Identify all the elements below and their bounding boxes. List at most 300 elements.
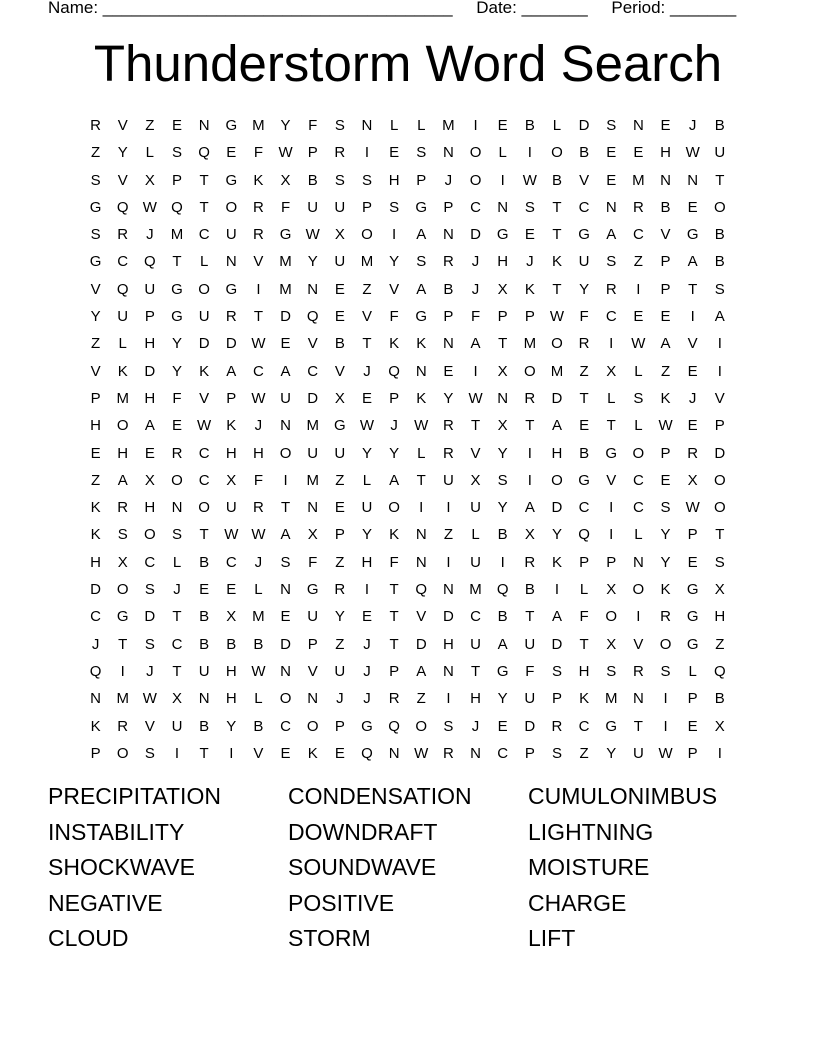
grid-letter: E	[280, 744, 291, 762]
grid-letter: V	[687, 335, 698, 353]
grid-letter: J	[254, 553, 263, 571]
grid-letter: K	[253, 171, 264, 189]
grid-letter: H	[144, 499, 156, 517]
grid-letter: P	[714, 417, 725, 435]
grid-letter: Q	[496, 581, 509, 599]
grid-letter: X	[497, 280, 508, 298]
grid-row	[82, 303, 734, 330]
grid-letter: F	[308, 117, 318, 134]
grid-letter: N	[632, 553, 644, 571]
grid-letter: P	[524, 744, 535, 762]
grid-letter: B	[579, 444, 590, 462]
grid-letter: F	[253, 144, 263, 162]
grid-letter: V	[117, 171, 128, 189]
grid-letter: E	[280, 608, 291, 626]
grid-letter: I	[500, 171, 505, 189]
grid-letter: O	[659, 635, 672, 653]
grid-letter: V	[606, 471, 617, 489]
grid-letter: W	[468, 389, 483, 407]
grid-letter: C	[90, 608, 101, 626]
grid-letter: F	[579, 308, 589, 326]
grid-letter: D	[90, 581, 101, 599]
grid-letter: A	[524, 499, 535, 517]
grid-letter: Y	[226, 717, 237, 735]
grid-letter: S	[171, 144, 182, 162]
word-bank-item: INSTABILITY	[48, 818, 185, 845]
word-bank-item: MOISTURE	[528, 854, 650, 881]
grid-letter: R	[442, 744, 454, 762]
grid-letter: U	[632, 744, 644, 762]
grid-letter: K	[389, 335, 400, 353]
grid-letter: O	[388, 499, 400, 517]
grid-letter: C	[632, 499, 644, 517]
grid-letter: A	[660, 335, 671, 353]
grid-letter: T	[470, 662, 481, 680]
grid-letter: J	[526, 253, 534, 271]
grid-letter: V	[361, 308, 372, 326]
grid-letter: L	[607, 389, 616, 407]
grid-letter: Q	[116, 198, 129, 216]
grid-letter: H	[497, 253, 509, 271]
grid-letter: G	[605, 444, 618, 462]
grid-letter: S	[606, 253, 617, 271]
grid-letter: P	[660, 280, 671, 298]
grid-letter: N	[280, 662, 291, 680]
letter-grid	[82, 112, 734, 767]
grid-letter: E	[334, 308, 345, 326]
grid-letter: T	[525, 608, 535, 626]
grid-letter: E	[633, 144, 644, 162]
grid-letter: P	[144, 308, 155, 326]
grid-letter: R	[252, 226, 264, 244]
grid-letter: S	[714, 280, 725, 298]
grid-letter: Z	[362, 280, 372, 298]
grid-letter: B	[443, 280, 454, 298]
grid-letter: W	[685, 499, 700, 517]
grid-letter: J	[91, 635, 100, 653]
grid-letter: F	[308, 553, 318, 571]
grid-letter: K	[524, 280, 535, 298]
grid-letter: E	[334, 744, 345, 762]
grid-letter: I	[663, 690, 668, 708]
grid-letter: E	[687, 417, 698, 435]
grid-row	[82, 167, 734, 194]
grid-letter: C	[307, 362, 319, 380]
grid-letter: R	[551, 717, 563, 735]
grid-letter: V	[714, 389, 725, 407]
grid-letter: M	[360, 253, 374, 271]
grid-letter: U	[307, 198, 319, 216]
grid-letter: Y	[171, 335, 182, 353]
grid-letter: T	[552, 280, 562, 298]
grid-letter: E	[660, 308, 671, 326]
grid-letter: T	[552, 198, 562, 216]
grid-letter: I	[473, 362, 478, 380]
grid-letter: Z	[335, 471, 345, 489]
grid-letter: Z	[416, 690, 426, 708]
grid-letter: V	[307, 662, 318, 680]
grid-letter: D	[524, 717, 536, 735]
grid-letter: G	[116, 608, 129, 626]
grid-letter: M	[442, 117, 455, 134]
grid-letter: T	[199, 744, 209, 762]
grid-letter: L	[362, 471, 372, 489]
grid-letter: I	[256, 280, 261, 298]
grid-letter: Y	[280, 117, 291, 134]
grid-letter: B	[497, 526, 508, 544]
grid-row	[82, 494, 734, 521]
grid-letter: X	[606, 362, 617, 380]
grid-letter: W	[359, 417, 375, 435]
grid-letter: O	[632, 444, 645, 462]
grid-letter: X	[171, 690, 182, 708]
grid-letter: L	[417, 117, 426, 134]
grid-letter: M	[279, 280, 292, 298]
grid-letter: B	[660, 198, 671, 216]
grid-letter: R	[252, 499, 264, 517]
grid-letter: L	[172, 553, 182, 571]
grid-letter: I	[229, 744, 234, 762]
grid-letter: C	[225, 553, 237, 571]
grid-letter: H	[388, 171, 400, 189]
grid-letter: F	[470, 308, 481, 326]
grid-letter: G	[279, 226, 292, 244]
grid-letter: G	[171, 280, 183, 298]
grid-letter: J	[336, 690, 344, 708]
grid-letter: T	[498, 335, 508, 353]
grid-letter: U	[171, 717, 183, 735]
grid-letter: R	[334, 144, 346, 162]
grid-letter: D	[578, 117, 590, 134]
grid-letter: D	[280, 635, 291, 653]
grid-letter: H	[361, 553, 373, 571]
grid-letter: R	[524, 553, 536, 571]
grid-letter: L	[471, 526, 480, 544]
grid-letter: L	[199, 253, 209, 271]
grid-letter: S	[144, 744, 155, 762]
grid-letter: P	[660, 253, 671, 271]
grid-letter: N	[442, 581, 454, 599]
grid-letter: E	[280, 335, 291, 353]
grid-letter: M	[604, 690, 618, 708]
grid-letter: Q	[198, 144, 210, 162]
grid-letter: C	[578, 717, 590, 735]
grid-letter: C	[198, 471, 210, 489]
grid-letter: B	[199, 635, 210, 653]
grid-letter: G	[415, 308, 428, 326]
student-info-line	[48, 0, 736, 18]
grid-letter: L	[145, 144, 155, 162]
grid-letter: E	[606, 171, 617, 189]
grid-letter: F	[579, 608, 589, 626]
grid-letter: O	[415, 717, 428, 735]
grid-letter: O	[469, 171, 482, 189]
grid-letter: Z	[90, 144, 101, 162]
grid-letter: N	[632, 117, 644, 134]
grid-letter: T	[633, 717, 643, 735]
grid-letter: Q	[361, 744, 373, 762]
grid-letter: Q	[89, 662, 102, 680]
grid-letter: G	[225, 117, 238, 134]
grid-letter: E	[361, 389, 372, 407]
grid-letter: K	[551, 553, 562, 571]
grid-letter: M	[279, 253, 292, 271]
grid-letter: R	[90, 117, 101, 134]
grid-letter: I	[500, 553, 505, 571]
word-bank-item: LIFT	[528, 925, 576, 952]
grid-letter: B	[524, 581, 535, 599]
grid-letter: X	[606, 635, 617, 653]
grid-letter: D	[551, 499, 563, 517]
grid-letter: D	[415, 635, 427, 653]
header-fields-text: Name: _____________________________________ Date: _______ Period: _______	[48, 0, 737, 17]
grid-row	[82, 631, 734, 658]
grid-letter: P	[606, 553, 617, 571]
grid-letter: N	[442, 335, 454, 353]
grid-letter: I	[636, 280, 641, 298]
grid-letter: I	[446, 553, 451, 571]
grid-letter: Q	[306, 308, 319, 326]
grid-letter: B	[714, 253, 725, 271]
grid-letter: J	[254, 417, 263, 435]
grid-letter: J	[444, 171, 453, 189]
grid-letter: F	[389, 553, 399, 571]
grid-row	[82, 412, 734, 439]
grid-letter: P	[334, 526, 345, 544]
grid-letter: T	[118, 635, 128, 653]
grid-letter: L	[634, 362, 643, 380]
grid-letter: F	[253, 471, 263, 489]
grid-letter: M	[632, 171, 645, 189]
grid-letter: K	[226, 417, 237, 435]
grid-letter: M	[116, 389, 129, 407]
grid-letter: W	[251, 335, 266, 353]
grid-letter: A	[226, 362, 237, 380]
grid-row	[82, 576, 734, 603]
grid-letter: W	[522, 171, 537, 189]
grid-letter: H	[225, 444, 237, 462]
grid-letter: L	[389, 117, 399, 134]
grid-letter: P	[416, 171, 427, 189]
grid-letter: G	[361, 717, 373, 735]
grid-letter: J	[363, 362, 371, 380]
grid-letter: Z	[579, 362, 589, 380]
grid-row	[82, 685, 734, 712]
grid-letter: P	[226, 389, 237, 407]
grid-letter: Y	[660, 553, 671, 571]
grid-letter: S	[361, 171, 372, 189]
grid-letter: O	[605, 608, 618, 626]
grid-letter: T	[552, 226, 562, 244]
grid-letter: P	[524, 308, 535, 326]
grid-letter: E	[90, 444, 101, 462]
grid-letter: S	[524, 198, 535, 216]
grid-letter: P	[307, 635, 318, 653]
grid-letter: L	[254, 581, 263, 599]
grid-letter: A	[551, 417, 562, 435]
grid-letter: S	[144, 635, 155, 653]
grid-letter: V	[416, 608, 427, 626]
grid-letter: W	[278, 144, 293, 162]
grid-letter: M	[252, 608, 265, 626]
grid-letter: N	[497, 389, 509, 407]
grid-letter: D	[442, 608, 454, 626]
grid-letter: Y	[443, 389, 454, 407]
grid-letter: K	[416, 389, 427, 407]
grid-letter: Q	[388, 362, 400, 380]
grid-letter: U	[361, 499, 373, 517]
grid-letter: Y	[579, 280, 590, 298]
grid-letter: S	[443, 717, 454, 735]
grid-letter: I	[609, 335, 614, 353]
grid-letter: U	[524, 635, 536, 653]
grid-letter: I	[364, 144, 370, 162]
grid-letter: Y	[361, 526, 372, 544]
grid-letter: W	[414, 417, 429, 435]
grid-letter: G	[496, 226, 509, 244]
grid-letter: G	[306, 581, 319, 599]
grid-letter: I	[392, 226, 397, 244]
grid-letter: D	[225, 335, 237, 353]
grid-letter: S	[714, 553, 725, 571]
grid-letter: Z	[335, 553, 345, 571]
grid-letter: T	[525, 417, 535, 435]
grid-letter: T	[389, 635, 399, 653]
grid-letter: Y	[660, 526, 671, 544]
grid-letter: D	[144, 608, 156, 626]
grid-letter: I	[527, 144, 532, 162]
grid-letter: P	[687, 744, 698, 762]
grid-letter: P	[90, 744, 101, 762]
grid-letter: A	[714, 308, 725, 326]
grid-letter: F	[389, 308, 399, 326]
grid-letter: U	[307, 444, 319, 462]
grid-row	[82, 385, 734, 412]
grid-letter: R	[252, 198, 264, 216]
grid-letter: I	[527, 471, 532, 489]
grid-row	[82, 358, 734, 385]
grid-letter: J	[173, 581, 181, 599]
grid-letter: R	[171, 444, 183, 462]
grid-letter: Q	[171, 198, 183, 216]
grid-letter: E	[660, 471, 671, 489]
grid-letter: Z	[633, 253, 643, 271]
grid-letter: Y	[389, 253, 400, 271]
grid-letter: R	[524, 389, 536, 407]
grid-letter: A	[687, 253, 698, 271]
grid-letter: C	[632, 471, 644, 489]
grid-letter: X	[470, 471, 481, 489]
grid-row	[82, 740, 734, 767]
grid-letter: H	[225, 690, 237, 708]
grid-letter: G	[415, 198, 428, 216]
grid-letter: J	[363, 662, 371, 680]
grid-letter: V	[334, 362, 345, 380]
grid-letter: G	[578, 471, 590, 489]
grid-letter: F	[172, 389, 182, 407]
grid-letter: G	[225, 171, 238, 189]
grid-letter: T	[715, 171, 725, 189]
grid-letter: N	[632, 690, 644, 708]
grid-letter: R	[442, 444, 454, 462]
word-bank-item: CHARGE	[528, 889, 627, 916]
grid-letter: V	[579, 171, 590, 189]
grid-letter: C	[117, 253, 129, 271]
grid-letter: J	[688, 389, 697, 407]
grid-letter: E	[633, 308, 644, 326]
grid-letter: B	[199, 717, 210, 735]
grid-letter: P	[90, 389, 101, 407]
word-bank-item: NEGATIVE	[48, 889, 163, 916]
grid-letter: E	[171, 417, 182, 435]
grid-letter: X	[280, 171, 291, 189]
grid-letter: G	[334, 417, 346, 435]
grid-letter: W	[305, 226, 320, 244]
grid-row	[82, 467, 734, 494]
grid-letter: G	[578, 226, 590, 244]
grid-letter: U	[225, 499, 237, 517]
grid-letter: N	[687, 171, 699, 189]
grid-letter: T	[172, 608, 182, 626]
grid-letter: V	[117, 117, 128, 134]
grid-letter: O	[279, 444, 292, 462]
grid-letter: I	[717, 362, 722, 380]
grid-letter: B	[524, 117, 535, 134]
grid-letter: X	[714, 581, 725, 599]
grid-letter: R	[388, 690, 400, 708]
grid-letter: Y	[307, 253, 318, 271]
grid-letter: K	[389, 526, 400, 544]
grid-letter: K	[416, 335, 427, 353]
grid-letter: O	[225, 198, 238, 216]
grid-letter: U	[470, 635, 481, 653]
grid-letter: B	[253, 717, 264, 735]
grid-letter: J	[471, 253, 480, 271]
grid-letter: L	[688, 662, 697, 680]
grid-letter: E	[687, 198, 698, 216]
grid-letter: B	[226, 635, 237, 653]
grid-letter: P	[687, 526, 698, 544]
grid-letter: H	[470, 690, 481, 708]
grid-letter: D	[307, 389, 319, 407]
grid-letter: U	[334, 253, 346, 271]
grid-letter: E	[497, 117, 508, 134]
grid-letter: X	[307, 526, 318, 544]
grid-letter: O	[116, 744, 129, 762]
grid-letter: I	[473, 117, 478, 134]
grid-letter: G	[496, 662, 509, 680]
grid-letter: N	[307, 499, 319, 517]
grid-letter: O	[551, 335, 563, 353]
grid-letter: H	[714, 608, 726, 626]
grid-letter: P	[389, 662, 400, 680]
grid-letter: A	[416, 662, 427, 680]
grid-letter: S	[416, 144, 427, 162]
grid-letter: S	[334, 117, 345, 134]
grid-row	[82, 603, 734, 630]
grid-letter: W	[251, 526, 266, 544]
grid-letter: X	[334, 389, 345, 407]
grid-letter: H	[117, 444, 129, 462]
grid-letter: Q	[388, 717, 400, 735]
grid-letter: R	[632, 198, 644, 216]
grid-letter: K	[90, 717, 101, 735]
grid-letter: G	[686, 608, 699, 626]
grid-letter: A	[280, 362, 291, 380]
grid-letter: O	[469, 144, 482, 162]
grid-letter: M	[306, 417, 319, 435]
grid-letter: G	[686, 581, 699, 599]
